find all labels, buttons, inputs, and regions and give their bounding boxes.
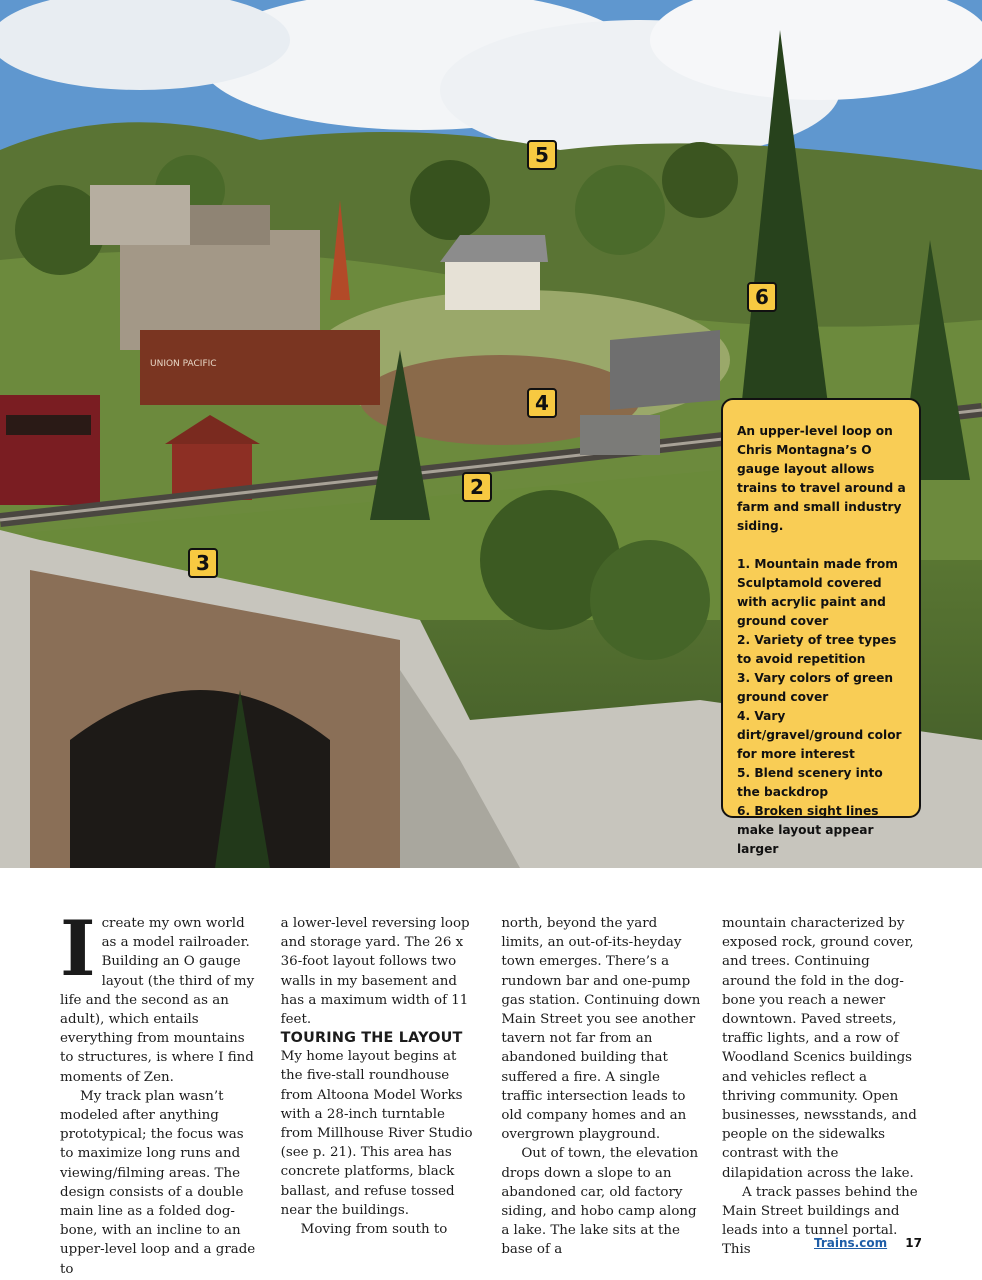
article-paragraph: My track plan wasn’t modeled after anything prototypical; the focus was to maximize long runs and viewing/filming areas. The design consists of a double main line as a folded dog-bone, with an incline to an upper-level loop and a grade to: [60, 1088, 256, 1277]
photo-badge-6: 6: [747, 282, 777, 312]
tip-text: Broken sight lines make layout appear larger: [737, 804, 879, 856]
article-paragraph: Out of town, the elevation drops down a slope to an abandoned car, old factory siding, and hobo camp along a lake. The lake sits at the base of a: [501, 1146, 699, 1258]
caption-tip-4: [737, 707, 909, 764]
article-paragraph: A track passes behind the Main Street buildings and leads into a tunnel portal. This: [721, 1184, 918, 1258]
article-column-1: [60, 904, 260, 1277]
site-link[interactable]: Trains.com: [814, 1236, 888, 1250]
tip-text: Blend scenery into the backdrop: [737, 766, 883, 799]
caption-tip-2: [737, 631, 909, 669]
tip-text: Mountain made from Sculptamold covered with acrylic paint and ground cover: [737, 557, 898, 628]
paragraph-text: create my own world as a model railroader. Building an O gauge layout (the third of my life and the second as an adult), which entails everything from mountains to structures, is where I find moments of Zen.: [60, 916, 255, 1085]
article-column-2: [280, 914, 481, 1238]
photo-badge-2: 2: [462, 472, 492, 502]
section-heading: TOURING THE LAYOUT: [280, 1030, 463, 1047]
article-paragraph: [60, 904, 260, 1087]
tip-number: 6.: [737, 804, 751, 818]
boxcar-lettering: UNION PACIFIC: [150, 359, 217, 369]
article-paragraph: Moving from south to: [300, 1222, 448, 1238]
caption-tip-5: [737, 764, 909, 802]
tip-number: 2.: [737, 633, 751, 647]
article-column-3: [501, 914, 701, 1258]
tip-text: Vary dirt/gravel/ground color for more interest: [737, 709, 902, 761]
drop-cap: I: [60, 904, 96, 993]
tip-number: 4.: [737, 709, 751, 723]
photo-badge-5: 5: [527, 140, 557, 170]
caption-tip-6: [737, 802, 909, 859]
article-paragraph: a lower-level reversing loop and storage yard. The 26 x 36-foot layout follows two walls in my basement and has a maximum width of 11 feet.: [280, 916, 470, 1028]
caption-tip-3: [737, 669, 909, 707]
tip-number: 5.: [737, 766, 751, 780]
tip-number: 3.: [737, 671, 751, 685]
article-paragraph: My home layout begins at the five-stall roundhouse from Altoona Model Works with a 28-inch turntable from Millhouse River Studio (see p. 21). This area has concrete platforms, black ballast, and refuse tossed near the buildings.: [280, 1049, 473, 1218]
article-paragraph: north, beyond the yard limits, an out-of-its-heyday town emerges. There’s a rundown bar and one-pump gas station. Continuing down Main Street you see another tavern not far from an abandoned building that suffered a fire. A single traffic intersection leads to old company homes and an overgrown playground.: [501, 916, 701, 1143]
tip-text: Variety of tree types to avoid repetition: [737, 633, 897, 666]
photo-caption-callout: [721, 398, 921, 856]
caption-tip-1: [737, 555, 909, 631]
article-paragraph: mountain characterized by exposed rock, ground cover, and trees. Continuing around the fold in the dog-bone you reach a newer downtown. Paved streets, traffic lights, and a row of Woodland Scenics buildings and vehicles reflect a thriving community. Open businesses, newsstands, and people on the sidewalks contrast with the dilapidation across the lake.: [721, 916, 917, 1181]
tip-number: 1.: [737, 557, 751, 571]
photo-badge-3: 3: [188, 548, 218, 578]
page-footer: [814, 1236, 922, 1250]
tip-text: Vary colors of green ground cover: [737, 671, 894, 704]
photo-badge-4: 4: [527, 388, 557, 418]
caption-intro: An upper-level loop on Chris Montagna’s O gauge layout allows trains to travel around a farm and small industry siding.: [737, 424, 906, 533]
page-number: 17: [905, 1236, 922, 1250]
